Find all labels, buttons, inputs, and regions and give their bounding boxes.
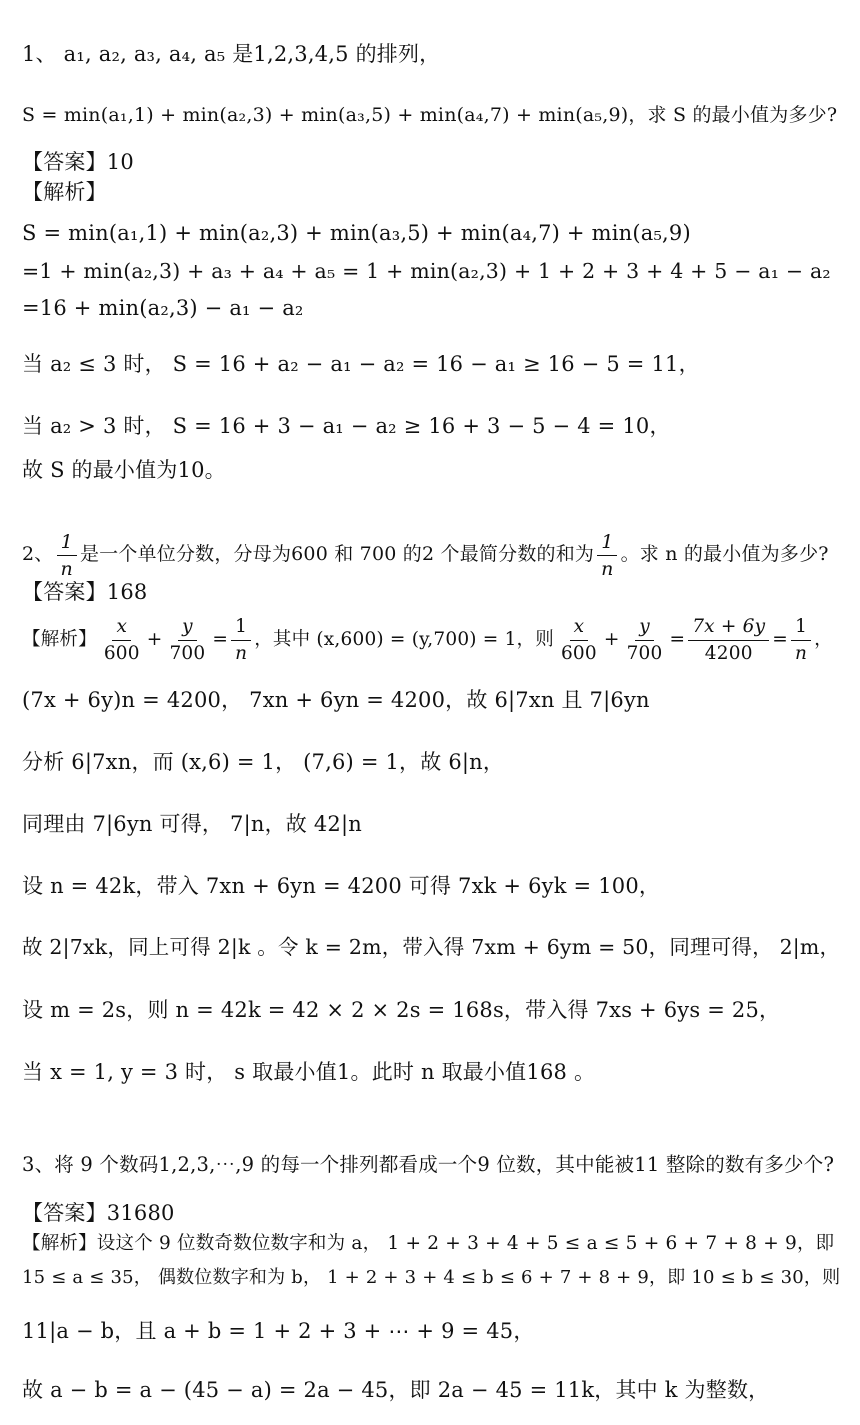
fraction-denominator: n [601,557,614,580]
fraction-x-600 [100,615,144,666]
fraction-denominator: n [60,557,73,580]
fraction-y-700 [623,615,667,666]
fraction-combined [688,615,769,666]
fraction-numerator: 1 [791,615,811,641]
unit-fraction [597,530,617,581]
problem2-analysis-first: 【解析】 $\frac{x}{600}$ + $\frac{y}{700}$ = $\frac{1}{n}$ ，其中 (x,600) = (y,700) = 1，则 $\frac{x}{600}$ + $\frac{y}{700}$ = $\frac{7x + 6y}{4200}$ = $\frac{1}{n}$ ， [22,615,833,664]
fraction-numerator: 7x + 6y [688,615,769,641]
fraction-denominator: n [795,642,808,664]
fraction-denominator: 4200 [704,642,753,664]
problem3-answer: 【答案】31680 [22,1201,175,1225]
problem3-line: 故 a − b = a − (45 − a) = 2a − 45，即 2a − 45 = 11k，其中 k 为整数， [22,1378,770,1402]
problem2-line: 分析 6|7xn，而 (x,6) = 1， (7,6) = 1，故 6|n， [22,750,505,774]
problem2-stem-mid: 是一个单位分数，分母为600 和 700 的2 个最简分数的和为 [79,543,595,565]
problem2-prefix: 2、 [22,543,54,565]
problem2-stem [22,528,848,581]
unit-fraction [231,615,251,666]
problem1-line: 当 a₂ > 3 时， S = 16 + 3 − a₁ − a₂ ≥ 16 + 3 − 5 − 4 = 10， [22,414,671,438]
fraction-y-700 [165,615,209,666]
fraction-numerator: 1 [231,615,251,641]
problem2-stem-end: 。求 n 的最小值为多少? [620,543,829,565]
problem2-line: 故 2|7xk，同上可得 2|k 。令 k = 2m，带入得 7xm + 6ym = 50，同理可得， 2|m， [22,935,841,959]
problem2-line: 设 n = 42k，带入 7xn + 6yn = 4200 可得 7xk + 6yk = 100， [22,874,661,898]
problem1-line: =1 + min(a₂,3) + a₃ + a₄ + a₅ = 1 + min(a₂,3) + 1 + 2 + 3 + 4 + 5 − a₁ − a₂ [22,259,831,283]
problem1-stem-line2: S = min(a₁,1) + min(a₂,3) + min(a₃,5) + min(a₄,7) + min(a₅,9)，求 S 的最小值为多少? [22,104,838,126]
problem1-line: 当 a₂ ≤ 3 时， S = 16 + a₂ − a₁ − a₂ = 16 − a₁ ≥ 16 − 5 = 11， [22,352,700,376]
problem3-line: 【解析】设这个 9 位数奇数位数字和为 a， 1 + 2 + 3 + 4 + 5 ≤ a ≤ 5 + 6 + 7 + 8 + 9，即 [22,1233,835,1254]
problem2-answer: 【答案】168 [22,580,148,604]
problem1-stem-line1: 1、 a₁, a₂, a₃, a₄, a₅ 是1,2,3,4,5 的排列， [22,42,441,66]
problem1-line: S = min(a₁,1) + min(a₂,3) + min(a₃,5) + min(a₄,7) + min(a₅,9) [22,221,691,245]
problem3-line: 15 ≤ a ≤ 35， 偶数位数字和为 b， 1 + 2 + 3 + 4 ≤ b ≤ 6 + 7 + 8 + 9，即 10 ≤ b ≤ 30，则 [22,1267,841,1288]
fraction-denominator: 700 [626,642,663,664]
problem1-answer: 【答案】10 [22,150,134,174]
problem3-stem: 3、将 9 个数码1,2,3,⋯,9 的每一个排列都看成一个9 位数，其中能被11 整除的数有多少个? [22,1153,835,1176]
problem1-line: =16 + min(a₂,3) − a₁ − a₂ [22,296,304,320]
problem1-analysis-label: 【解析】 [22,180,107,204]
problem1-line: 故 S 的最小值为10。 [22,458,226,482]
fraction-denominator: n [235,642,248,664]
fraction-x-600 [557,615,601,666]
fraction-numerator: x [112,615,131,641]
fraction-numerator: y [635,615,654,641]
fraction-numerator: 1 [57,530,77,556]
problem2-line: 同理由 7|6yn 可得， 7|n，故 42|n [22,812,362,836]
problem2-line: 当 x = 1, y = 3 时， s 取最小值1。此时 n 取最小值168 。 [22,1060,596,1084]
fraction-denominator: 700 [169,642,206,664]
unit-fraction [791,615,811,666]
fraction-numerator: 1 [597,530,617,556]
fraction-numerator: y [178,615,197,641]
unit-fraction [57,530,77,581]
problem3-line: 11|a − b，且 a + b = 1 + 2 + 3 + ⋯ + 9 = 45， [22,1319,535,1343]
problem2-analysis-label: 【解析】 [22,629,97,650]
problem2-analysis-mid: ，其中 (x,600) = (y,700) = 1，则 [254,629,554,650]
fraction-denominator: 600 [560,642,597,664]
fraction-numerator: x [570,615,589,641]
problem2-line: 设 m = 2s，则 n = 42k = 42 × 2 × 2s = 168s，带入得 7xs + 6ys = 25， [22,998,781,1022]
problem2-line: (7x + 6y)n = 4200， 7xn + 6yn = 4200，故 6|7xn 且 7|6yn [22,688,650,712]
fraction-denominator: 600 [103,642,140,664]
